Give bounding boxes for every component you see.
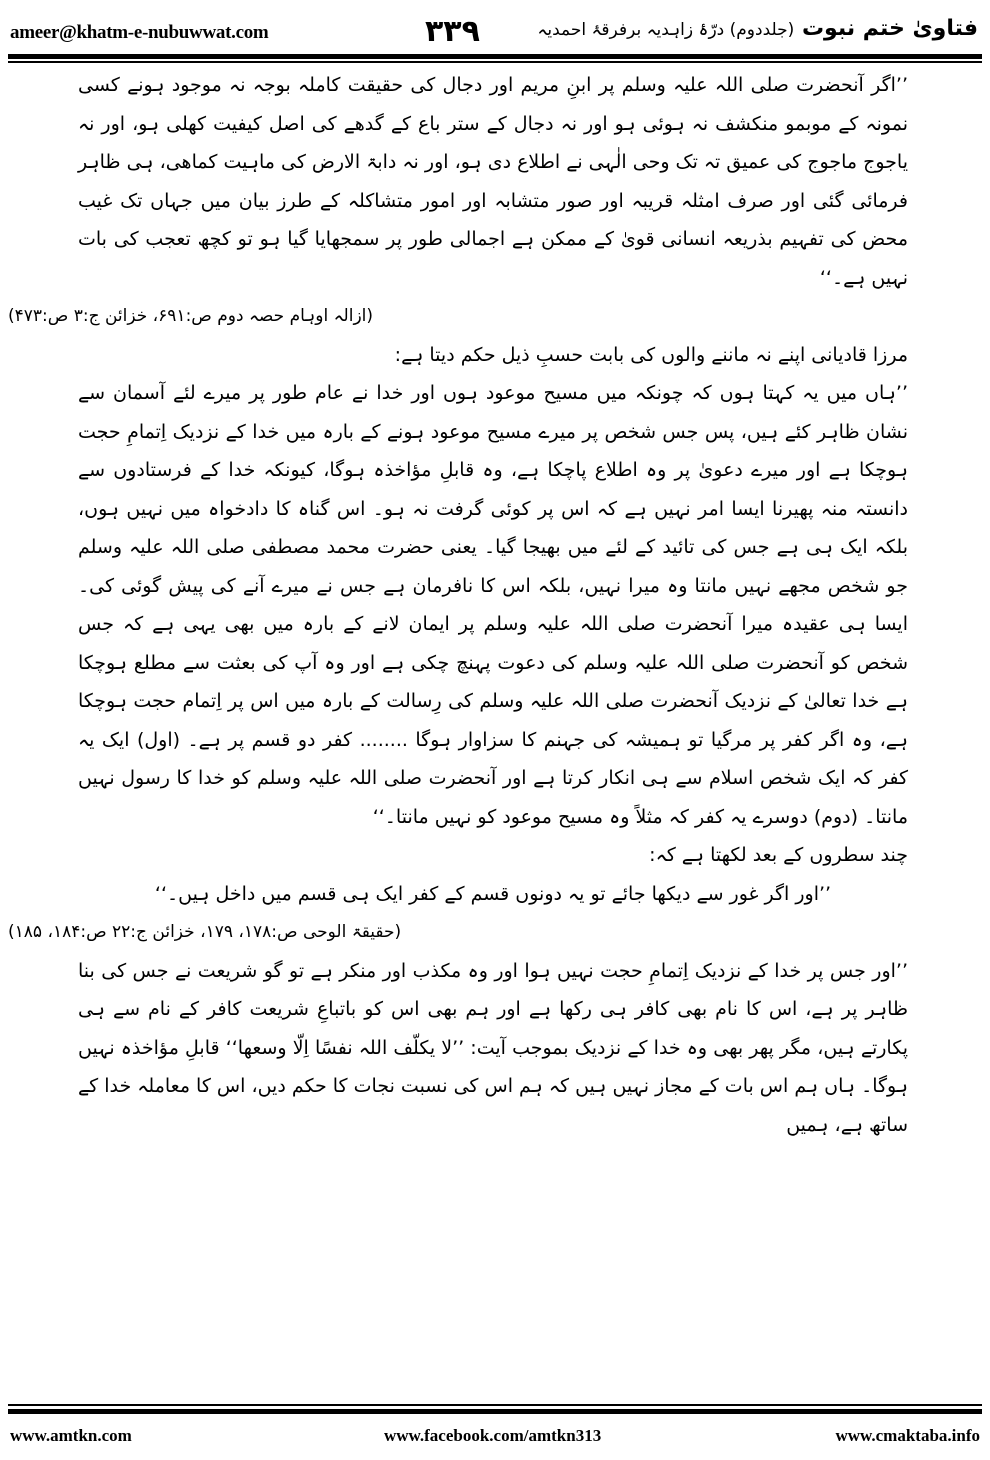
citation-1: (ازالہ اوہام حصہ دوم ص:۶۹۱، خزائن ج:۳ ص:۴۷۳) (8, 306, 374, 326)
quote-paragraph-2: ’’ہاں میں یہ کہتا ہوں کہ چونکہ میں مسیح موعود ہوں اور خدا نے عام طور پر میرے لئے آسمان سے نشان ظاہر کئے ہیں، پس جس شخص پر میرے مسیح موعود ہونے کے بارہ میں خدا کے نزدیک اِتمامِ حجت ہوچکا ہے اور میرے دعویٰ پر وہ اطلاع پاچکا ہے، وہ قابلِ مؤاخذہ ہوگا، کیونکہ خدا کے فرستادوں سے دانستہ منہ پھیرنا ایسا امر نہیں ہے کہ اس پر کوئی گرفت نہ ہو۔ اس گناہ کا دادخواہ میں نہیں ہوں، بلکہ ایک ہی ہے جس کی تائید کے لئے میں بھیجا گیا۔ یعنی حضرت محمد مصطفی صلی اللہ علیہ وسلم جو شخص مجھے نہیں مانتا وہ میرا نہیں، بلکہ اس کا نافرمان ہے جس نے میرے آنے کی پیش گوئی کی۔ ایسا ہی عقیدہ میرا آنحضرت صلی اللہ علیہ وسلم پر ایمان لانے کے بارہ میں بھی یہی ہے کہ جس شخص کو آنحضرت صلی اللہ علیہ وسلم کی دعوت پہنچ چکی ہے اور وہ آپ کی بعثت سے مطلع ہوچکا ہے خدا تعالیٰ کے نزدیک آنحضرت صلی اللہ علیہ وسلم کی رِسالت کے بارہ میں اس پر اِتمام حجت ہوچکا ہے، وہ اگر کفر پر مرگیا تو ہمیشہ کی جہنم کا سزاوار ہوگا ........ کفر دو قسم پر ہے۔ (اول) ایک یہ کفر کہ ایک شخص اسلام سے ہی انکار کرتا ہے اور آنحضرت صلی اللہ علیہ وسلم کو خدا کا رسول نہیں مانتا۔ (دوم) دوسرے یہ کفر کہ مثلاً وہ مسیح موعود کو نہیں مانتا۔‘‘ (78, 382, 908, 828)
footer-rule-thick (8, 1409, 982, 1414)
footer-rule-thin (8, 1404, 982, 1406)
citation-2: (حقیقۃ الوحی ص:۱۷۸، ۱۷۹، خزائن ج:۲۲ ص:۱۸۴، ۱۸۵) (8, 922, 402, 942)
page-body (8, 66, 908, 1144)
book-title-main: فتاویٰ ختم نبوت (801, 16, 978, 41)
page-footer (0, 1418, 990, 1448)
book-subtitle: (جلددوم) درّۂ زاہدیہ برفرقۂ احمدیہ (537, 20, 795, 40)
centered-quote: ’’اور اگر غور سے دیکھا جائے تو یہ دونوں قسم کے کفر ایک ہی قسم میں داخل ہیں۔‘‘ (154, 882, 832, 905)
header-rule-thick (8, 54, 982, 59)
book-title (537, 16, 978, 41)
footer-link-amtkn[interactable]: www.amtkn.com (10, 1426, 132, 1445)
footer-link-cmaktaba[interactable]: www.cmaktaba.info (835, 1426, 980, 1445)
page-number: ۳۳۹ (425, 14, 480, 49)
quote-paragraph-3: ’’اور جس پر خدا کے نزدیک اِتمامِ حجت نہیں ہوا اور وہ مکذب اور منکر ہے تو گو شریعت نے جس کی بنا ظاہر پر ہے، اس کا نام بھی کافر ہی رکھا ہے اور ہم بھی اس کو باتباعِ شریعت کافر کے نام سے ہی پکارتے ہیں، مگر پھر بھی وہ خدا کے نزدیک بموجب آیت: ’’لا یکلّف اللہ نفسًا اِلّا وسعھا‘‘ قابلِ مؤاخذہ نہیں ہوگا۔ ہاں ہم اس بات کے مجاز نہیں ہیں کہ ہم اس کی نسبت نجات کا حکم دیں، اس کا معاملہ خدا کے ساتھ ہے، ہمیں (78, 959, 908, 1136)
quote-paragraph-1: ’’اگر آنحضرت صلی اللہ علیہ وسلم پر ابنِ مریم اور دجال کی حقیقت کاملہ بوجہ نہ موجود ہونے کسی نمونہ کے موبمو منکشف نہ ہوئی ہو اور نہ دجال کے ستر باع کے گدھے کی اصل کیفیت کھلی ہو، اور نہ یاجوج ماجوج کی عمیق تہ تک وحی الٰہی نے اطلاع دی ہو، اور نہ دابۃ الارض کی ماہیت کماھی، ہی ظاہر فرمائی گئی اور صرف امثلہ قریبہ اور صور متشابہ اور امور متشاکلہ کے طرز بیان میں جہاں تک غیب محض کی تفہیم بذریعہ انسانی قویٰ کے ممکن ہے اجمالی طور پر سمجھایا گیا ہو تو کچھ تعجب کی بات نہیں ہے۔‘‘ (78, 74, 908, 289)
intro-paragraph-1: مرزا قادیانی اپنے نہ ماننے والوں کی بابت حسبِ ذیل حکم دیتا ہے: (394, 343, 908, 366)
intro-paragraph-2: چند سطروں کے بعد لکھتا ہے کہ: (649, 844, 908, 866)
page-header (0, 0, 990, 56)
header-email: ameer@khatm-e-nubuwwat.com (10, 22, 269, 43)
header-rule-thin (8, 61, 982, 63)
footer-link-facebook[interactable]: www.facebook.com/amtkn313 (384, 1426, 602, 1445)
